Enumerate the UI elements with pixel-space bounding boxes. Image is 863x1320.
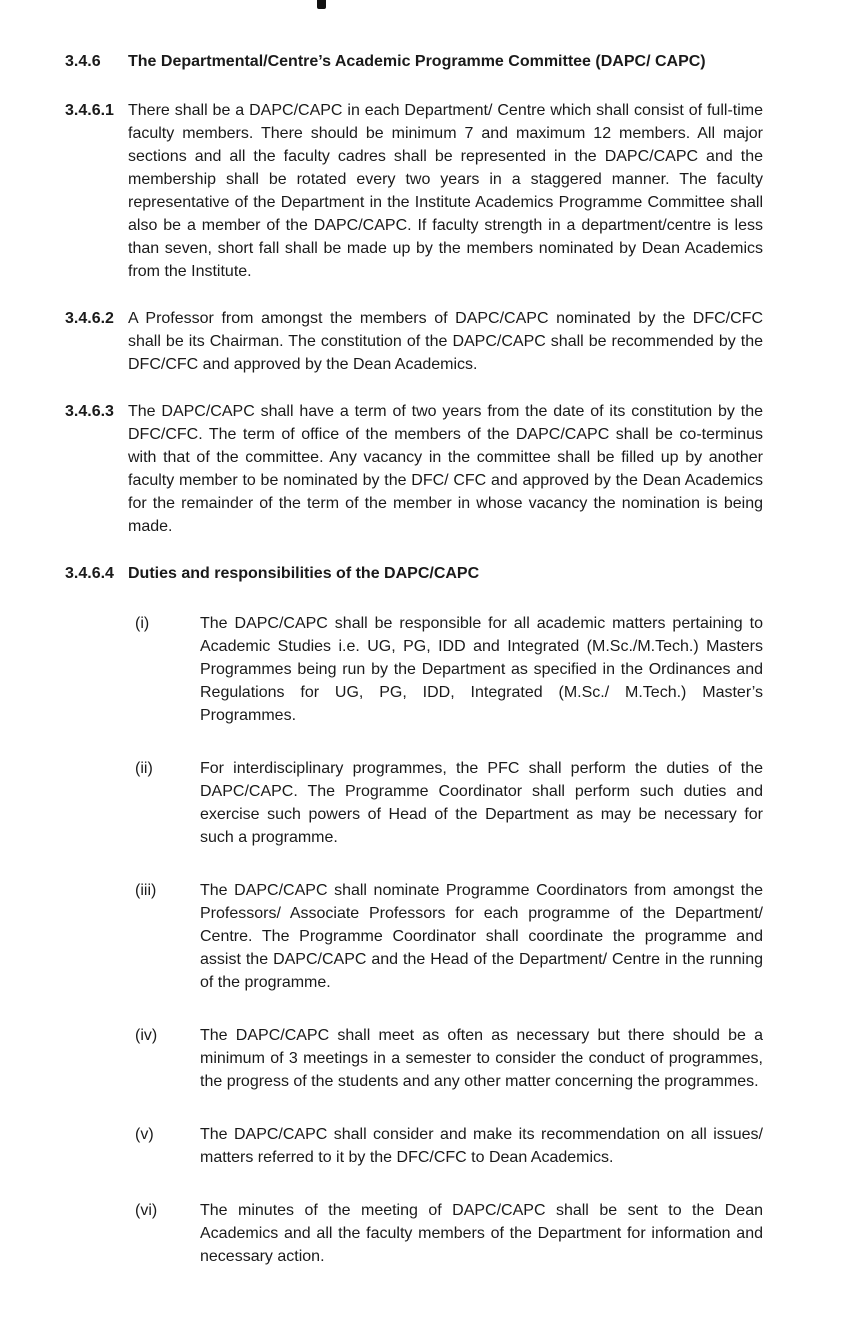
duties-item-v: [135, 1123, 763, 1169]
paragraph-3-4-6-3: [65, 400, 763, 538]
duties-item-i: [135, 612, 763, 727]
item-text: For interdisciplinary programmes, the PFC shall perform the duties of the DAPC/CAPC. The Programme Coordinator shall perform such duties and exercise such powers of Head of the Department as may be necessary for such a programme.: [200, 760, 763, 846]
item-label: (ii): [135, 760, 153, 777]
item-text: The minutes of the meeting of DAPC/CAPC shall be sent to the Dean Academics and all the faculty members of the Department for information and necessary action.: [200, 1202, 763, 1265]
paragraph-number: 3.4.6.1: [65, 102, 114, 119]
duties-item-ii: [135, 757, 763, 849]
scan-artifact: [317, 0, 326, 9]
item-text: The DAPC/CAPC shall meet as often as necessary but there should be a minimum of 3 meetings in a semester to consider the conduct of programmes, the progress of the students and any other matter concerning the programmes.: [200, 1027, 763, 1090]
paragraph-text: A Professor from amongst the members of DAPC/CAPC nominated by the DFC/CFC shall be its Chairman. The constitution of the DAPC/CAPC shall be recommended by the DFC/CFC and approved by the Dean Academics.: [128, 310, 763, 373]
duties-item-iii: [135, 879, 763, 994]
duties-item-iv: [135, 1024, 763, 1093]
item-label: (iii): [135, 882, 157, 899]
duties-item-vi: [135, 1199, 763, 1268]
paragraph-number: 3.4.6.2: [65, 310, 114, 327]
item-label: (vi): [135, 1202, 158, 1219]
section-heading-3-4-6-4: [65, 562, 763, 585]
item-label: (iv): [135, 1027, 158, 1044]
item-label: (i): [135, 615, 150, 632]
section-heading-3-4-6: [65, 50, 763, 73]
item-label: (v): [135, 1126, 154, 1143]
paragraph-3-4-6-2: [65, 307, 763, 376]
section-number: 3.4.6.4: [65, 565, 114, 582]
paragraph-3-4-6-1: [65, 99, 763, 283]
item-text: The DAPC/CAPC shall consider and make its recommendation on all issues/ matters referred to it by the DFC/CFC to Dean Academics.: [200, 1126, 763, 1166]
section-title: Duties and responsibilities of the DAPC/CAPC: [128, 565, 480, 582]
item-text: The DAPC/CAPC shall nominate Programme Coordinators from amongst the Professors/ Associate Professors for each programme of the Department/ Centre. The Programme Coordinator shall coordinate the programme and assist the DAPC/CAPC and the Head of the Department/ Centre in the running of the programme.: [200, 882, 763, 991]
paragraph-text: The DAPC/CAPC shall have a term of two years from the date of its constitution by the DFC/CFC. The term of office of the members of the DAPC/CAPC shall be co-terminus with that of the committee. Any vacancy in the committee shall be filled up by another faculty member to be nominated by the DFC/ CFC and approved by the Dean Academics for the remainder of the term of the member in whose vacancy the nomination is being made.: [128, 403, 763, 535]
item-text: The DAPC/CAPC shall be responsible for all academic matters pertaining to Academic Studies i.e. UG, PG, IDD and Integrated (M.Sc./M.Tech.) Masters Programmes being run by the Department as specified in the Ordinances and Regulations for UG, PG, IDD, Integrated (M.Sc./ M.Tech.) Master’s Programmes.: [200, 615, 763, 724]
paragraph-text: There shall be a DAPC/CAPC in each Department/ Centre which shall consist of full-time faculty members. There should be minimum 7 and maximum 12 members. All major sections and all the faculty cadres shall be represented in the DAPC/CAPC and the membership shall be rotated every two years in a staggered manner. The faculty representative of the Department in the Institute Academics Programme Committee shall also be a member of the DAPC/CAPC. If faculty strength in a department/centre is less than seven, short fall shall be made up by the members nominated by Dean Academics from the Institute.: [128, 102, 763, 280]
section-title: The Departmental/Centre’s Academic Programme Committee (DAPC/ CAPC): [128, 53, 706, 70]
section-number: 3.4.6: [65, 53, 101, 70]
paragraph-number: 3.4.6.3: [65, 403, 114, 420]
